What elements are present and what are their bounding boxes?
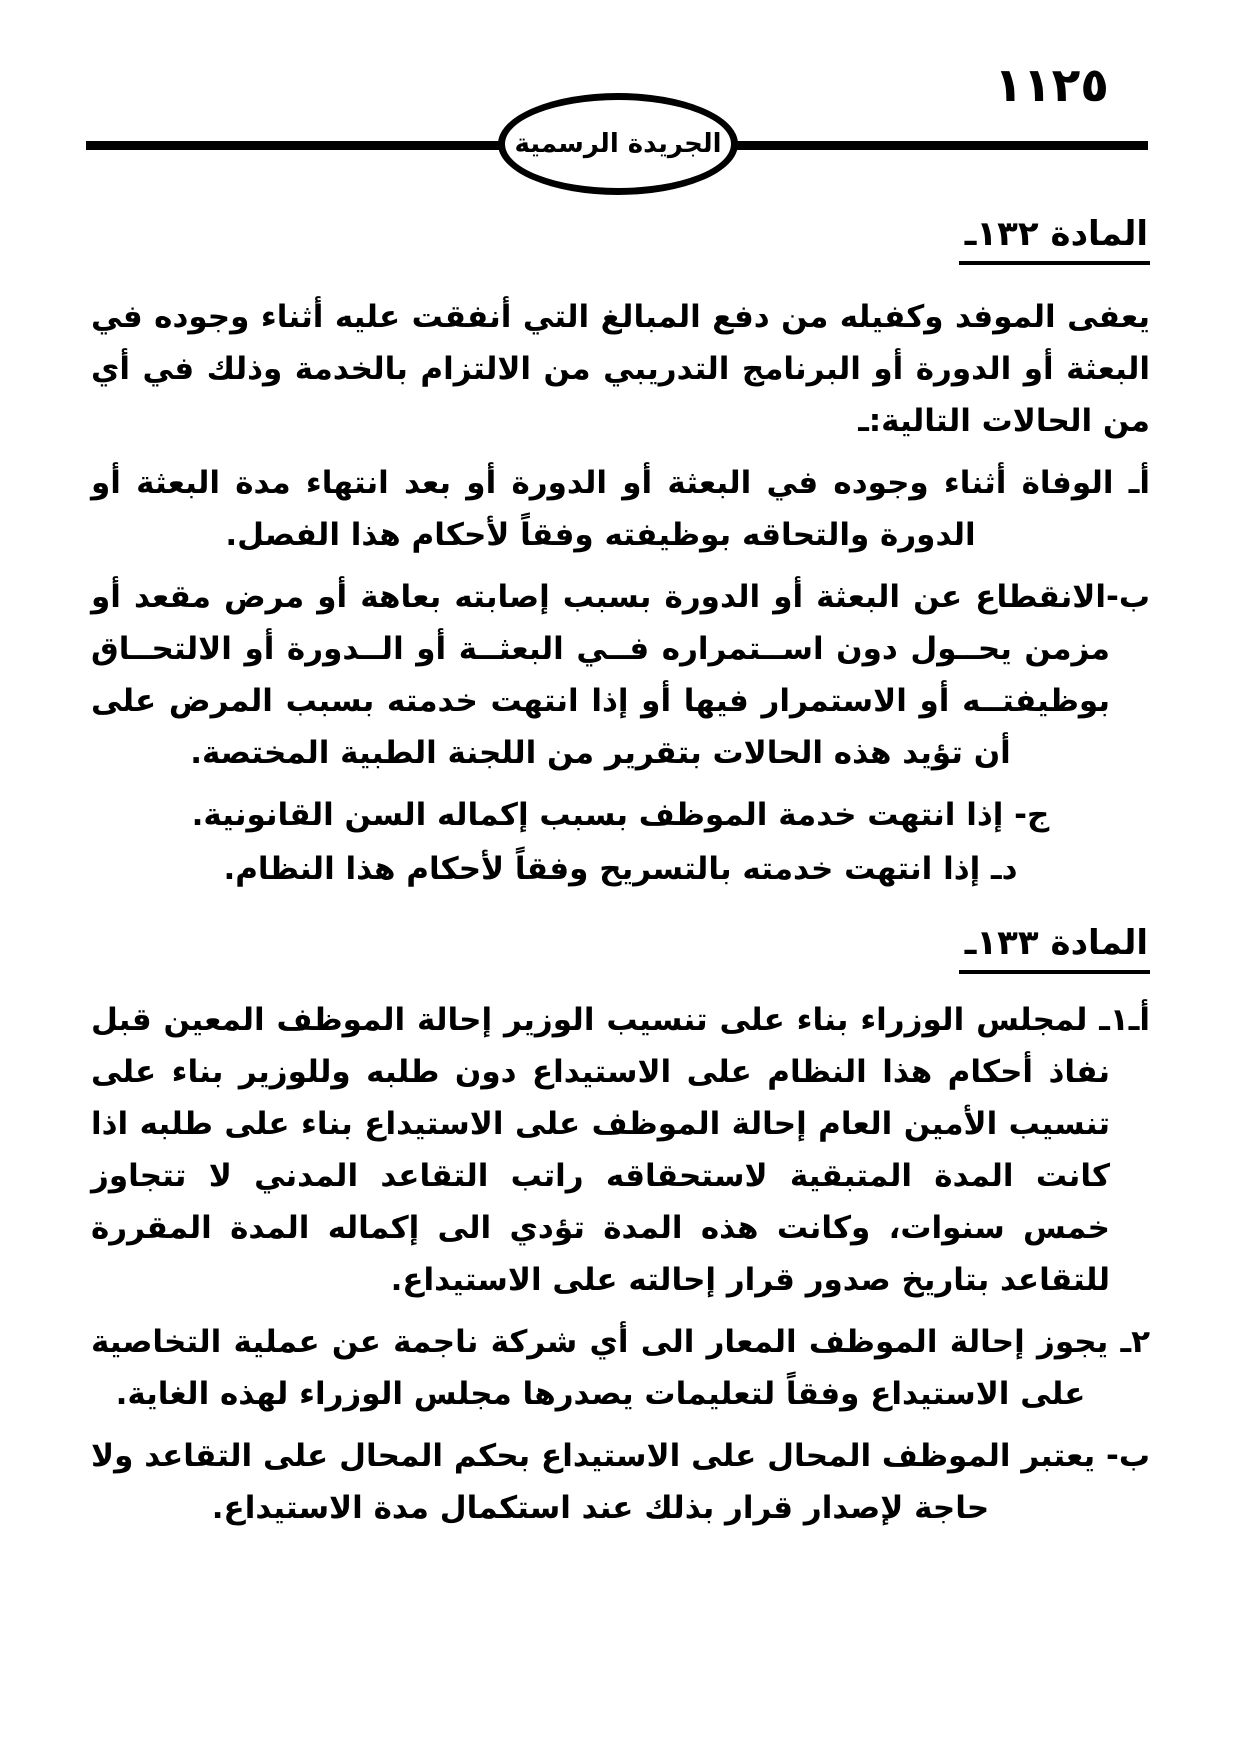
article-132-intro: يعفى الموفد وكفيله من دفع المبالغ التي أنفقت عليه أثناء وجوده في البعثة أو الدورة أو البرنامج التدريبي من الالتزام بالخدمة وذلك في أي من الحالات التالية:ـ: [91, 299, 1150, 439]
article-132-heading: المادة ١٣٢ـ: [959, 214, 1150, 265]
article-132-item-a: أـ الوفاة أثناء وجوده في البعثة أو الدورة أو بعد انتهاء مدة البعثة أو الدورة والتحاقه بوظيفته وفقاً لأحكام هذا الفصل.: [91, 465, 1150, 553]
gazette-title: الجريدة الرسمية: [514, 129, 722, 159]
article-133-heading: المادة ١٣٣ـ: [959, 923, 1150, 974]
article-133-item-a1: أـ١ـ لمجلس الوزراء بناء على تنسيب الوزير إحالة الموظف المعين قبل نفاذ أحكام هذا النظام على الاستيداع دون طلبه وللوزير بناء على تنسيب الأمين العام إحالة الموظف على الاستيداع بناء على طلبه اذا كانت المدة المتبقية لاستحقاقه راتب التقاعد المدني لا تتجاوز خمس سنوات، وكانت هذه المدة تؤدي الى إكماله المدة المقررة للتقاعد بتاريخ صدور قرار إحالته على الاستيداع.: [91, 1002, 1150, 1298]
article-133-item-2: ٢ـ يجوز إحالة الموظف المعار الى أي شركة ناجمة عن عملية التخاصية على الاستيداع وفقاً لتعليمات يصدرها مجلس الوزراء لهذه الغاية.: [91, 1324, 1150, 1412]
article-132-item-jeem: ج- إذا انتهت خدمة الموظف بسبب إكماله السن القانونية.: [191, 797, 1050, 833]
article-133-item-b: ب- يعتبر الموظف المحال على الاستيداع بحكم المحال على التقاعد ولا حاجة لإصدار قرار بذلك عند استكمال مدة الاستيداع.: [91, 1438, 1150, 1526]
gazette-seal-oval: [498, 93, 738, 195]
article-132-item-b: ب-الانقطاع عن البعثة أو الدورة بسبب إصابته بعاهة أو مرض مقعد أو مزمن يحــول دون اســتمراره فــي البعثــة أو الــدورة أو الالتحــاق بوظيفتــه أو الاستمرار فيها أو إذا انتهت خدمته بسبب المرض على أن تؤيد هذه الحالات بتقرير من اللجنة الطبية المختصة.: [91, 579, 1150, 771]
article-132-item-dal: دـ إذا انتهت خدمته بالتسريح وفقاً لأحكام هذا النظام.: [223, 851, 1018, 887]
page-number: ١١٢٥: [994, 58, 1109, 113]
page-content: [91, 0, 1150, 1544]
